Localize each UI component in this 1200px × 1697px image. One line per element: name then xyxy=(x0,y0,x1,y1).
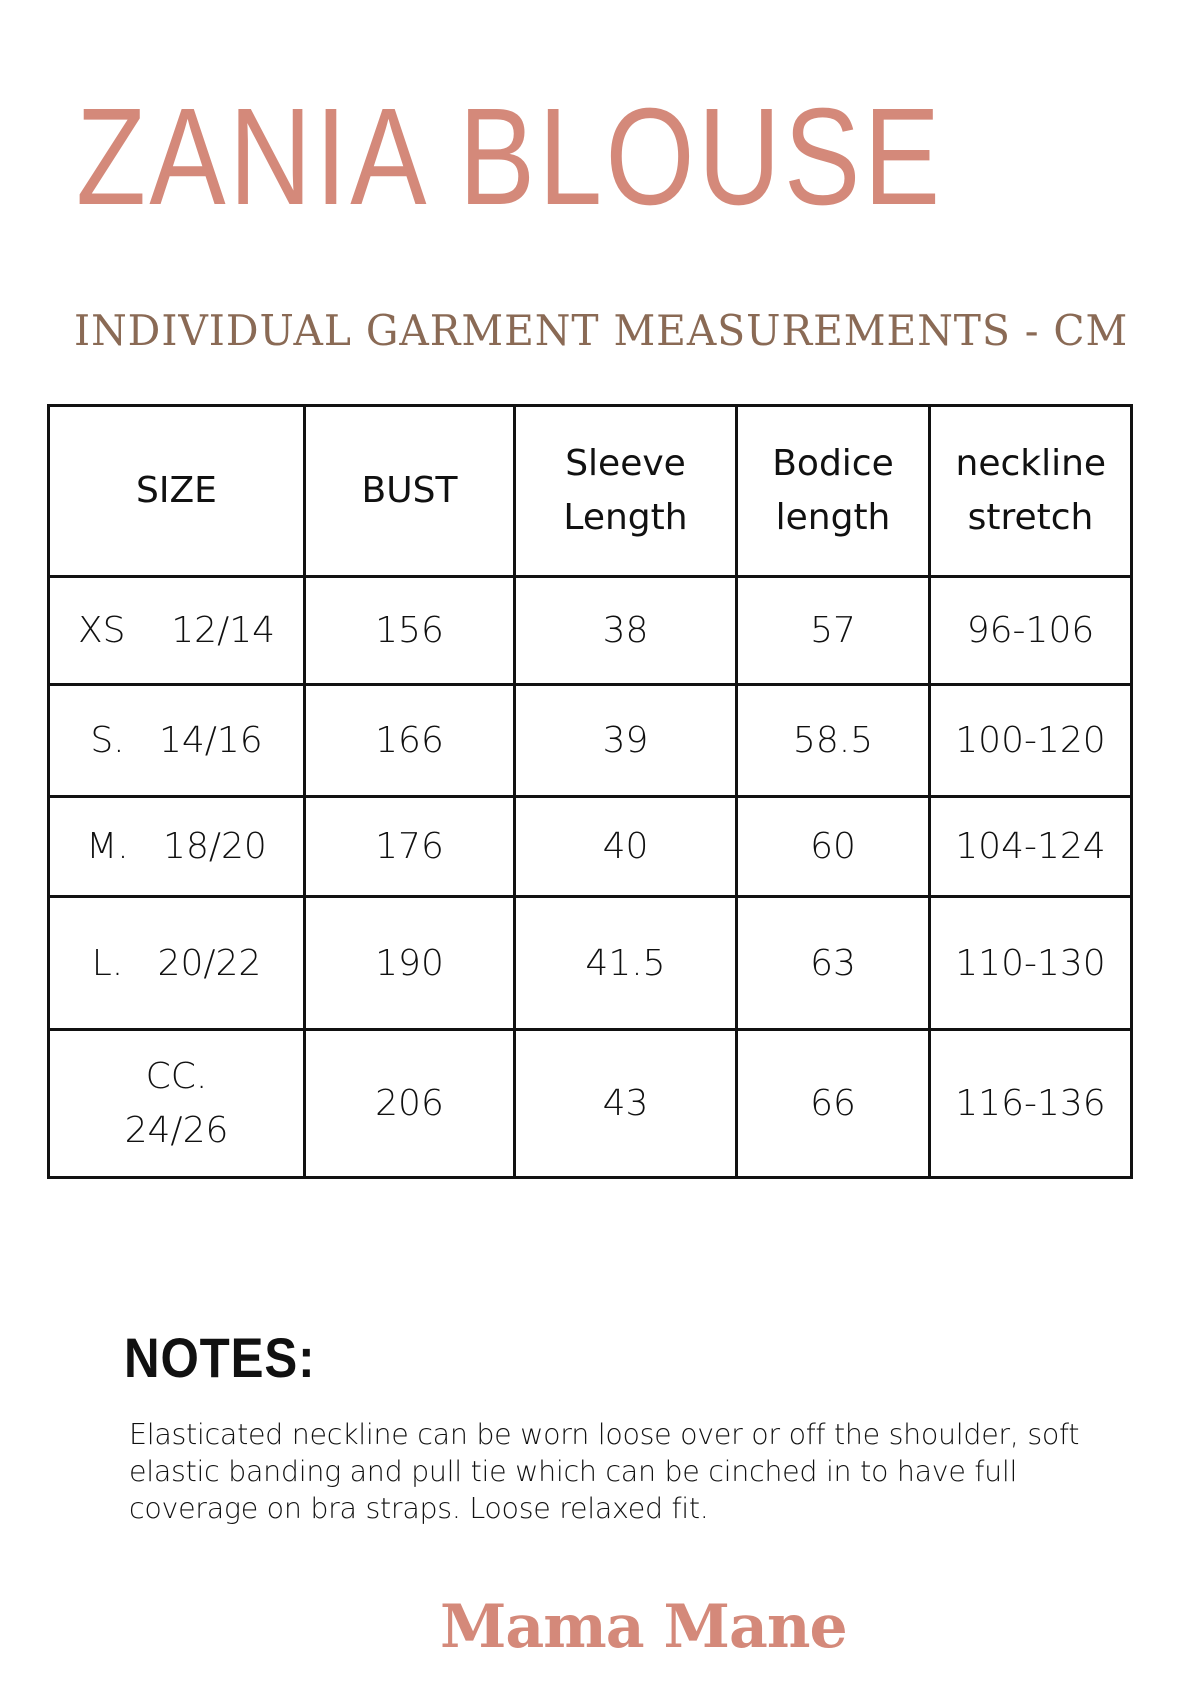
cell-sleeve-length: 43 xyxy=(515,1030,737,1178)
cell-neckline-stretch: 96-106 xyxy=(930,577,1132,685)
column-header-neckline-stretch: neckline stretch xyxy=(930,406,1132,577)
column-header-bodice-length: Bodice length xyxy=(737,406,930,577)
table-row xyxy=(49,897,1132,1030)
cell-bodice-length: 60 xyxy=(737,797,930,897)
column-header-size: SIZE xyxy=(49,406,305,577)
cell-size: S. 14/16 xyxy=(49,685,305,797)
cell-neckline-stretch: 116-136 xyxy=(930,1030,1132,1178)
cell-sleeve-length: 38 xyxy=(515,577,737,685)
table-row xyxy=(49,797,1132,897)
cell-bust: 176 xyxy=(305,797,515,897)
cell-size: L. 20/22 xyxy=(49,897,305,1030)
cell-bodice-length: 66 xyxy=(737,1030,930,1178)
brand-logo: Mama Mane xyxy=(440,1592,847,1662)
cell-neckline-stretch: 110-130 xyxy=(930,897,1132,1030)
cell-sleeve-length: 41.5 xyxy=(515,897,737,1030)
page-subtitle: INDIVIDUAL GARMENT MEASUREMENTS - CM xyxy=(74,306,1129,355)
measurements-table xyxy=(47,404,1133,1179)
notes-heading: NOTES: xyxy=(124,1326,316,1389)
cell-neckline-stretch: 100-120 xyxy=(930,685,1132,797)
cell-bodice-length: 57 xyxy=(737,577,930,685)
table-row xyxy=(49,685,1132,797)
cell-bust: 166 xyxy=(305,685,515,797)
cell-neckline-stretch: 104-124 xyxy=(930,797,1132,897)
cell-bodice-length: 63 xyxy=(737,897,930,1030)
column-header-bust: BUST xyxy=(305,406,515,577)
cell-bust: 206 xyxy=(305,1030,515,1178)
table-row xyxy=(49,577,1132,685)
cell-size: M. 18/20 xyxy=(49,797,305,897)
column-header-sleeve-length: Sleeve Length xyxy=(515,406,737,577)
page-title: ZANIA BLOUSE xyxy=(76,80,944,234)
cell-size: CC. 24/26 xyxy=(49,1030,305,1178)
table-row xyxy=(49,1030,1132,1178)
table-header-row xyxy=(49,406,1132,577)
cell-bust: 156 xyxy=(305,577,515,685)
cell-sleeve-length: 40 xyxy=(515,797,737,897)
cell-bodice-length: 58.5 xyxy=(737,685,930,797)
cell-sleeve-length: 39 xyxy=(515,685,737,797)
notes-text: Elasticated neckline can be worn loose over or off the shoulder, soft elastic banding and pull tie which can be cinched in to have full coverage on bra straps. Loose relaxed fit. xyxy=(129,1418,1080,1525)
cell-size: XS 12/14 xyxy=(49,577,305,685)
cell-bust: 190 xyxy=(305,897,515,1030)
